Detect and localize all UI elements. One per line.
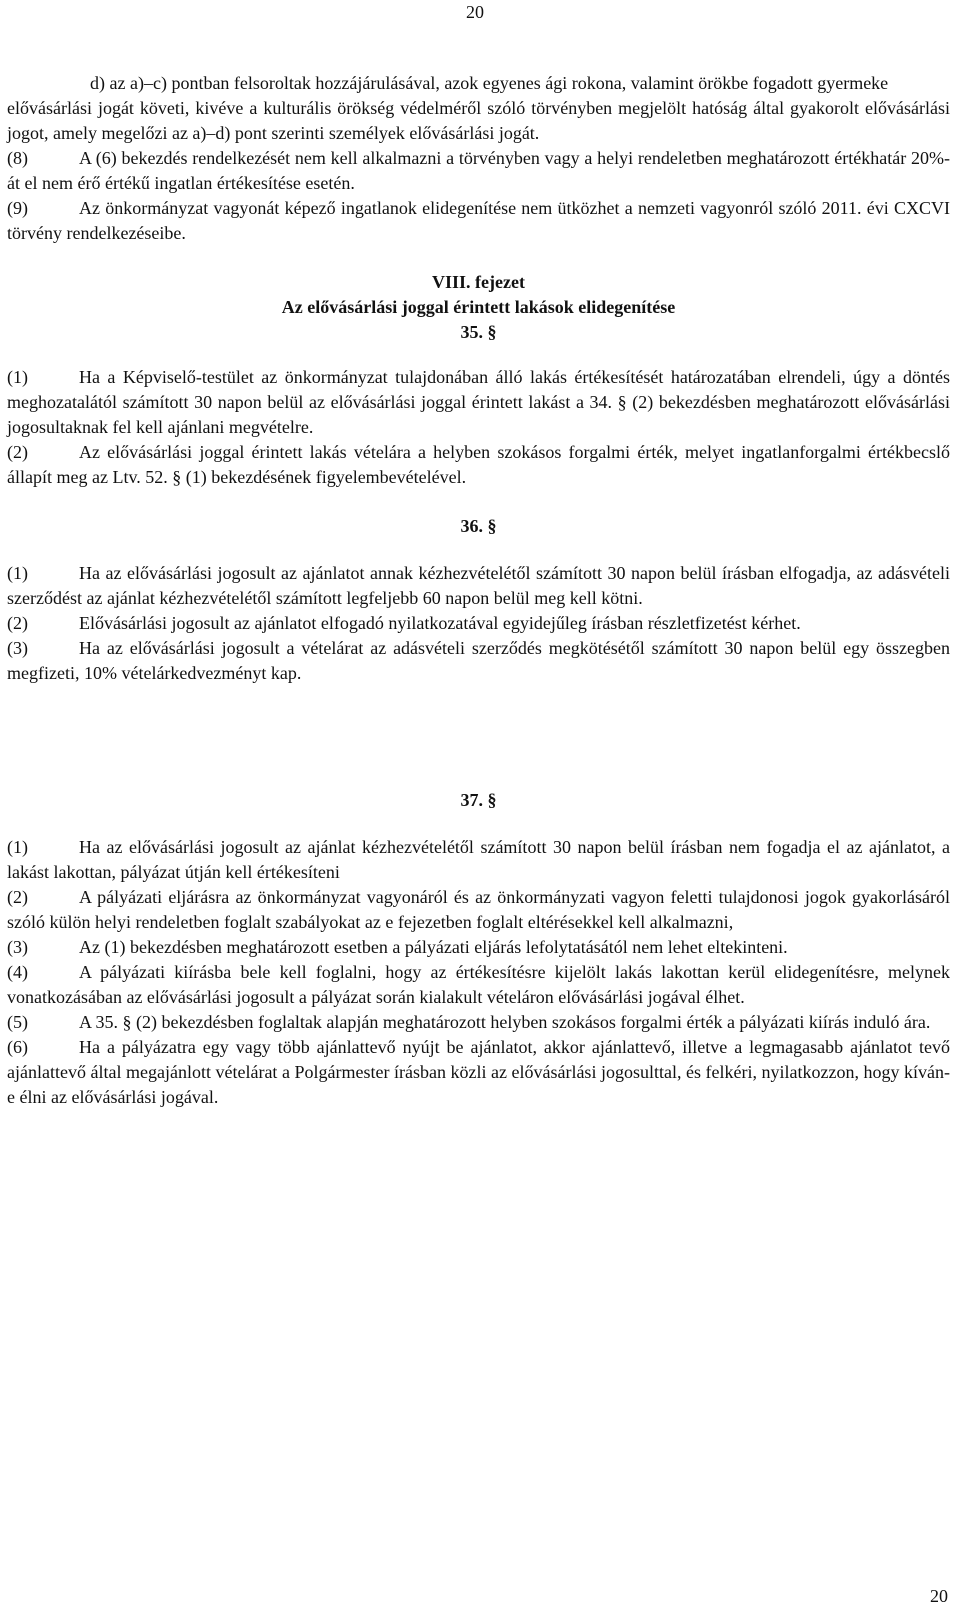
paragraph-text: A pályázati kiírásba bele kell foglalni, hogy az értékesítésre kijelölt lakás lakottan kerül elidegenítésre, melynek vonatkozásában az elővásárlási jogosult a pályázat során kialakult vételáron elővásárlási jogával élhet. [7, 962, 950, 1007]
paragraph-34-8 [7, 146, 950, 196]
section-36-paragraphs [7, 561, 950, 686]
paragraph-text: A pályázati eljárásra az önkormányzat vagyonáról és az önkormányzati vagyon feletti tulajdonosi jogok gyakorlásáról szóló külön helyi rendeletben foglalt szabályokat az e fejezetben foglalt eltérésekkel kell alkalmazni, [7, 887, 950, 932]
paragraph-text: Az önkormányzat vagyonát képező ingatlanok elidegenítése nem ütközhet a nemzeti vagyonról szóló 2011. évi CXCVI törvény rendelkezéseibe. [7, 198, 950, 243]
paragraph-36-3 [7, 636, 950, 686]
section-35-paragraphs [7, 365, 950, 490]
paragraph-37-4 [7, 960, 950, 1010]
paragraph-number: (1) [7, 563, 28, 583]
paragraph-37-6 [7, 1035, 950, 1110]
paragraph-number: (5) [7, 1012, 28, 1032]
paragraph-number: (3) [7, 937, 28, 957]
paragraph-text: Ha az elővásárlási jogosult az ajánlat kézhezvételétől számított 30 napon belül írásban nem fogadja el az ajánlatot, a lakást lakottan, pályázat útján kell értékesíteni [7, 837, 950, 882]
paragraph-number: (8) [7, 148, 28, 168]
section-34-paragraphs [7, 146, 950, 246]
paragraph-text: Az (1) bekezdésben meghatározott esetben a pályázati eljárás lefolytatásától nem lehet eltekinteni. [79, 937, 788, 957]
paragraph-number: (2) [7, 442, 28, 462]
paragraph-35-1 [7, 365, 950, 440]
paragraph-34-9 [7, 196, 950, 246]
paragraph-36-1 [7, 561, 950, 611]
chapter-number: VIII. fejezet [432, 272, 525, 292]
paragraph-text: Ha a Képviselő-testület az önkormányzat tulajdonában álló lakás értékesítését határozatában elrendeli, úgy a döntés meghozatalától számított 30 napon belül az elővásárlási joggal érintett lakást a 34. § (2) bekezdésben meghatározott elővásárlási jogosultaknak fel kell ajánlani megvételre. [7, 367, 950, 437]
item-d: d) az a)–c) pontban felsoroltak hozzájárulásával, azok egyenes ági rokona, valamint örökbe fogadott gyermeke [90, 73, 889, 93]
paragraph-number: (1) [7, 837, 28, 857]
page-number-bottom: 20 [930, 1586, 948, 1606]
paragraph-37-3 [7, 935, 950, 960]
paragraph-35-2 [7, 440, 950, 490]
paragraph-number: (4) [7, 962, 28, 982]
paragraph-text: Elővásárlási jogosult az ajánlatot elfogadó nyilatkozatával egyidejűleg írásban részletfizetést kérhet. [79, 613, 801, 633]
paragraph-text: Ha az elővásárlási jogosult a vételárat az adásvételi szerződés megkötésétől számított 30 napon belül egy összegben megfizeti, 10% vételárkedvezményt kap. [7, 638, 950, 683]
paragraph-text: A (6) bekezdés rendelkezését nem kell alkalmazni a törvényben vagy a helyi rendeletben meghatározott értékhatár 20%-át el nem érő értékű ingatlan értékesítése esetén. [7, 148, 950, 193]
section-36-heading: 36. § [460, 516, 497, 536]
paragraph-number: (1) [7, 367, 28, 387]
paragraph-number: (9) [7, 198, 28, 218]
paragraph-36-2 [7, 611, 950, 636]
intro-continuation: elővásárlási jogát követi, kivéve a kulturális örökség védelméről szóló törvényben megjelölt hatóság által gyakorolt elővásárlási jogot, amely megelőzi az a)–d) pont szerinti személyek elővásárlási jogát. [7, 98, 950, 143]
paragraph-37-5 [7, 1010, 950, 1035]
section-35-heading: 35. § [460, 322, 497, 342]
paragraph-text: A 35. § (2) bekezdésben foglaltak alapján meghatározott helyben szokásos forgalmi érték a pályázati kiírás induló ára. [79, 1012, 931, 1032]
paragraph-number: (2) [7, 887, 28, 907]
paragraph-text: Az elővásárlási joggal érintett lakás vételára a helyben szokásos forgalmi érték, melyet ingatlanforgalmi értékbecslő állapít meg az Ltv. 52. § (1) bekezdésének figyelembevételével. [7, 442, 950, 487]
section-37-heading: 37. § [460, 790, 497, 810]
chapter-title: Az elővásárlási joggal érintett lakások elidegenítése [281, 297, 676, 317]
paragraph-37-1 [7, 835, 950, 885]
paragraph-text: Ha a pályázatra egy vagy több ajánlattevő nyújt be ajánlatot, akkor ajánlattevő, illetve a legmagasabb ajánlatot tevő ajánlattevő által megajánlott vételárat a Polgármester írásban közli az elővásárlási jogosulttal, és felkéri, nyilatkozzon, hogy kíván-e élni az elővásárlási jogával. [7, 1037, 950, 1107]
document-body [7, 71, 950, 1110]
paragraph-37-2 [7, 885, 950, 935]
paragraph-number: (6) [7, 1037, 28, 1057]
paragraph-number: (2) [7, 613, 28, 633]
section-37-paragraphs [7, 835, 950, 1110]
paragraph-number: (3) [7, 638, 28, 658]
paragraph-text: Ha az elővásárlási jogosult az ajánlatot annak kézhezvételétől számított 30 napon belül írásban elfogadja, az adásvételi szerződést az ajánlat kézhezvételétől számított legfeljebb 60 napon belül meg kell kötni. [7, 563, 950, 608]
page-number-top: 20 [466, 2, 484, 22]
